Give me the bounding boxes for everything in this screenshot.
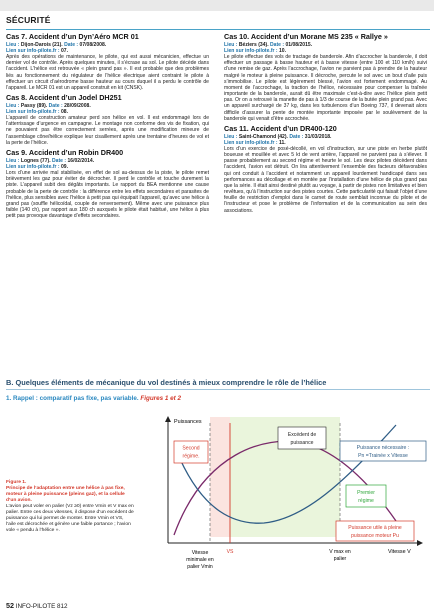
- link-label: Lien sur info-pilote.fr :: [224, 47, 278, 54]
- case-place: Passy (89).: [20, 102, 48, 109]
- section-title: SÉCURITÉ: [6, 15, 51, 25]
- figure-label: Figure 1.: [6, 480, 27, 485]
- date-label: Date :: [52, 157, 67, 164]
- case-link-number: 07.: [60, 47, 68, 54]
- place-label: Lieu :: [6, 102, 20, 109]
- vs-label: VS: [226, 549, 234, 555]
- power-curves-diagram: [134, 413, 430, 590]
- top-band: [0, 0, 434, 11]
- case-body: L’appareil de construction amateur perd son hélice en vol. Il est endommagé lors de l’atterrissage d’urgence en campagne. Le montage non conforme des vis de fixation, qui ne pouvaient pas être correctement serrées, après une modification mineure de l’assemblage cône/hélice explique leur cisaillement après une trentaine d’heures de vol et la perte de l’hélice.: [6, 115, 209, 146]
- case-link-number: 10.: [278, 47, 286, 54]
- place-label: Lieu :: [224, 133, 238, 140]
- figure-caption: [6, 480, 134, 534]
- case-date: 31/03/2018.: [304, 133, 332, 140]
- first-regime-line1: Premier: [357, 490, 375, 496]
- vmin-line1: Vitesse: [191, 550, 209, 556]
- case-place: Dijon-Darois (21).: [20, 41, 63, 48]
- page-footer: [6, 601, 68, 610]
- right-column: [224, 33, 427, 217]
- x-axis-label: Vitesse V: [388, 549, 411, 555]
- date-label: Date :: [64, 41, 79, 48]
- section-divider: [6, 29, 430, 30]
- place-label: Lieu :: [6, 41, 20, 48]
- section-b-divider: [6, 389, 430, 390]
- section-b-subtitle: [6, 395, 181, 402]
- date-label: Date :: [48, 102, 63, 109]
- second-regime-box: [174, 441, 208, 463]
- second-regime-line2: régime.: [182, 453, 200, 460]
- second-regime-zone: [210, 417, 230, 537]
- figure-text: L’avion peut voler en palier (Vz ≥0) entre Vmin et V max en palier. Entre ces deux vitesses, il dispose d’un excédent de puissance qui lui permet de monter. Entre Vmin et VS, l’aile est décrochée et génère une faible portance ; l’avion vole « pendu à l’hélice ».: [6, 504, 134, 533]
- case-link-number: 08.: [60, 109, 68, 115]
- vmin-line3: palier Vmin: [187, 564, 213, 570]
- vmin-line2: minimale en: [186, 557, 214, 563]
- case-title: Cas 10. Accident d’un Morane MS 235 « Rallye »: [224, 32, 388, 41]
- case-body: Après des opérations de maintenance, le pilote, qui est aussi mécanicien, effectue un dernier vol de contrôle. Après quelques minutes, il s’écrase au sol. Le pilote décède dans l’accident. L’hélice est retrouvée « plein grand pas ». Il est probable que des problèmes liés au fonctionnement du régulateur de l’hélice électrique aient contraint le pilote à effectuer un circuit d’aérodrome basse hauteur au cours duquel il a perdu le contrôle de l’appareil. Le MCR 01 est un appareil construit en kit (CNSK).: [6, 54, 209, 91]
- vmax-line2: palier: [333, 556, 347, 562]
- case-title: Cas 8. Accident d’un Jodel DH251: [6, 93, 122, 103]
- case-8: [6, 94, 209, 146]
- section-b-title: B. Quelques éléments de mécanique du vol destinés à mieux comprendre le rôle de l’hélice: [6, 378, 327, 387]
- date-label: Date :: [270, 41, 285, 48]
- link-label: Lien sur info-pilote.fr :: [6, 109, 60, 115]
- link-label: Lien sur info-pilote.fr :: [6, 163, 60, 170]
- diagram-svg: [134, 413, 430, 585]
- case-date: 01/08/2015.: [285, 41, 313, 48]
- needed-power-line2: Pn =Trainée x Vitesse: [358, 453, 408, 459]
- excess-line2: puissance: [290, 440, 314, 446]
- second-regime-line1: Second: [182, 445, 200, 452]
- available-power-line2: puissance moteur Pu: [351, 533, 399, 539]
- first-regime-line2: régime: [358, 498, 374, 504]
- left-column: [6, 33, 209, 222]
- page-number: 52: [6, 601, 14, 610]
- subtitle-text: 1. Rappel : comparatif pas fixe, pas variable.: [6, 395, 139, 402]
- case-10: [224, 33, 427, 122]
- case-title: Cas 11. Accident d’un DR400-120: [224, 123, 337, 133]
- magazine-name: INFO-PILOTE 812: [15, 603, 68, 610]
- case-date: 16/02/2014.: [67, 157, 95, 164]
- excess-line1: Excédent de: [287, 432, 317, 438]
- case-body: Lors d’un exercice de posé-décollé, en vol d’instruction, sur une piste en herbe plutôt boueuse et mouillée et avec 5 kt de vent arrière, l’appareil ne parvient pas à s’élever. Il passe probablement au second régime et heurte le sol. Les deux pilotes décèdent dans l’accident, l’avion est détruit. On lira attentivement l’ensemble des facteurs défavorables qui ont conduit à l’accident et notamment un appareil lourdement handicapé dans ses performances au décollage et en montée par l’installation d’une hélice de plus grand pas que la série. Il était ainsi destiné plutôt au voyage, à partir de pistes non limitatives et bien revêtues, qu’à l’instruction sur des pistes courtes. Cette particularité qui faisait l’objet d’une feuille de restriction d’emploi dans le carnet de route semblait inconnue du pilote et de l’instructeur et pose le problème de l’information et de la communication au sein des associations.: [224, 145, 427, 214]
- vmax-line1: V max en: [329, 549, 351, 555]
- case-body: Lors d’une arrivée mal stabilisée, en effet de sol au-dessus de la piste, le pilote remet brièvement les gaz pour éviter de décrocher. Il perd le contrôle et touche durement la piste. L’appareil subit des dégâts importants. Le rapport du BEA mentionne une cause probable de la perte de contrôle : la différence entre les effets secondaires et parasites de l’hélice, plus sensibles avec l’hélice à petit pas qui équipait l’appareil, qu’avec une hélice à grand pas (souffle hélicoïdal, couple de renversement). Même avec une puissance plus faible (140 ch), par rapport aux 180 ch auxquels le pilote était habitué, une hélice à plus petit pas provoque davantage d’effets secondaires.: [6, 170, 209, 220]
- needed-power-line1: Puissance nécessaire :: [356, 445, 410, 451]
- case-date: 07/08/2008.: [79, 41, 107, 48]
- case-9: [6, 149, 209, 219]
- figure-reference: Figures 1 et 2: [140, 395, 181, 402]
- date-label: Date :: [289, 133, 304, 140]
- link-label: Lien sur info-pilote.fr :: [224, 139, 278, 146]
- figure-heading: Principe de l’adaptation entre une hélice à pas fixe, moteur à pleine puissance (pleins gaz), et la cellule d’un avion.: [6, 486, 125, 503]
- case-title: Cas 7. Accident d’un Dyn’Aéro MCR 01: [6, 32, 139, 41]
- case-place: Béziers (34).: [238, 41, 269, 48]
- available-power-line1: Puissance utile à pleine: [348, 525, 402, 531]
- place-label: Lieu :: [6, 157, 20, 164]
- place-label: Lieu :: [224, 41, 238, 48]
- case-body: Le pilote effectue des vols de tractage de banderole. Afin d’accrocher la banderole, il doit effectuer un passage à basse hauteur et à basse vitesse (entre 100 et 110 km/h) suivi d’une remise de gaz. Après l’accrochage, l’avion ne parvient pas à prendre de la hauteur malgré le moteur à pleine puissance. Il décroche, percute le sol avec un bout d’aile puis s’immobilise. Le pilote est légèrement blessé, l’avion est fortement endommagé. Au moment de l’accrochage, la traction de l’hélice, nécessaire pour compenser la traînée importante de la banderole, aurait dû être maximale c’est-à-dire avec l’hélice plein petit pas. Or on a retrouvé la manette de pas à 1/3 de course de la butée plein grand pas. Avec un appareil surchargé de 37 kg, dans les turbulences d’un Boeing 737, il devenait alors difficile d’assurer la pente de montée importante imposée par le soulèvement de la banderole qui venait d’être accrochée.: [224, 54, 427, 122]
- link-label: Lien sur info-pilote.fr :: [6, 47, 60, 54]
- case-place: Lognes (77).: [20, 157, 51, 164]
- case-title: Cas 9. Accident d’un Robin DR400: [6, 147, 124, 157]
- case-11: [224, 125, 427, 214]
- y-axis-label: Puissances: [174, 419, 202, 425]
- case-7: [6, 33, 209, 91]
- case-date: 28/09/2008.: [64, 102, 91, 109]
- case-place: Saint-Chamond (42).: [238, 133, 288, 140]
- case-link-number: 09.: [60, 163, 68, 170]
- case-link-number: 11.: [278, 139, 286, 146]
